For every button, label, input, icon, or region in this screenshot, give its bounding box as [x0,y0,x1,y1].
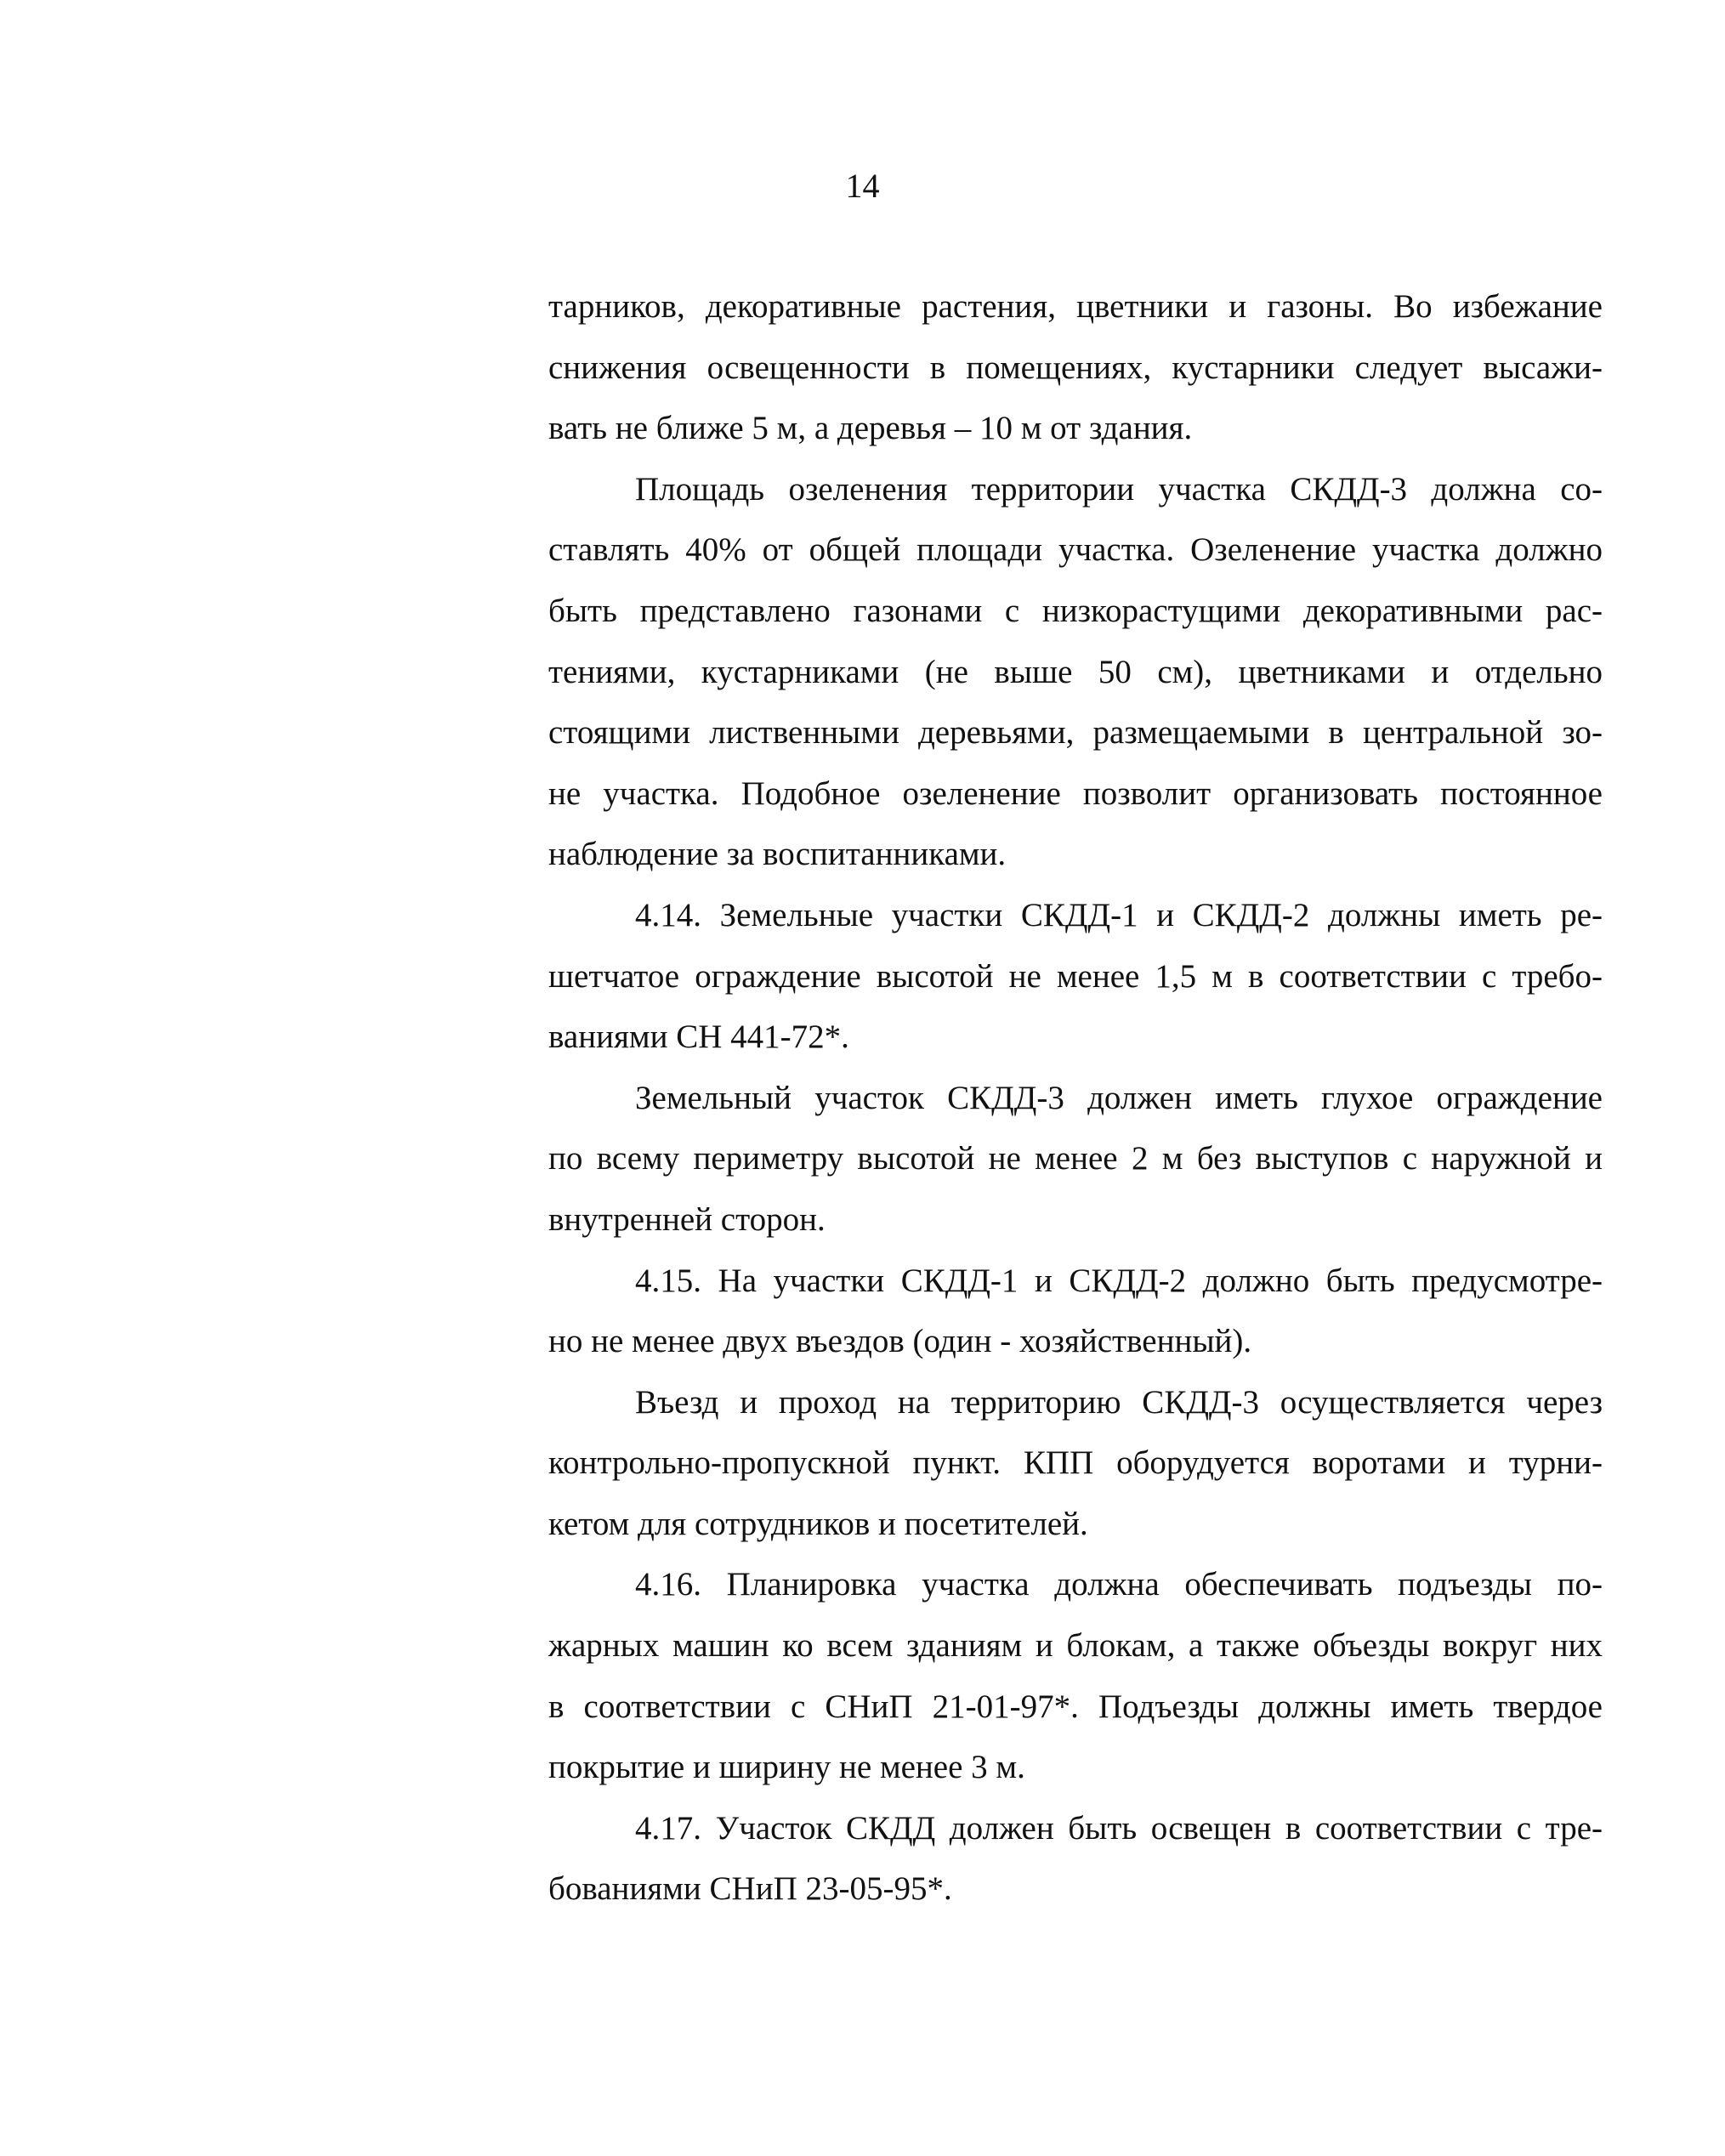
paragraph-entry-skdd-3 [548,1372,1603,1555]
text-line: 4.16. Планировка участка должна обеспечивать подъезды по- [635,1566,1603,1603]
text-line: 4.14. Земельные участки СКДД-1 и СКДД-2 должны иметь ре- [635,896,1603,933]
text-line: в соответствии с СНиП 21-01-97*. Подъезды должны иметь твердое [548,1688,1603,1725]
text-line: вать не ближе 5 м, а деревья – 10 м от здания. [548,410,1193,447]
text-line: 4.15. На участки СКДД-1 и СКДД-2 должно быть предусмотре- [635,1262,1603,1299]
paragraph-fence-skdd-3 [548,1068,1603,1251]
text-line: бованиями СНиП 23-05-95*. [548,1870,952,1908]
text-line: ставлять 40% от общей площади участка. Озеленение участка должно [548,531,1603,569]
text-line: Земельный участок СКДД-3 должен иметь глухое ограждение [635,1079,1603,1116]
text-line: 4.17. Участок СКДД должен быть освещен в соответствии с тре- [635,1809,1603,1847]
text-line: внутренней сторон. [548,1200,826,1238]
paragraph-4-16 [548,1554,1603,1797]
paragraph-4-15 [548,1251,1603,1372]
text-line: шетчатое ограждение высотой не менее 1,5 м в соответствии с требо- [548,957,1603,995]
document-body [548,276,1603,1920]
paragraph-greenery-continuation [548,276,1603,459]
text-line: наблюдение за воспитанниками. [548,836,1007,873]
text-line: снижения освещенности в помещениях, кустарники следует высажи- [548,349,1603,386]
page-number: 14 [845,167,880,205]
text-line: жарных машин ко всем зданиям и блокам, а также объезды вокруг них [548,1627,1603,1665]
text-line: ваниями СН 441-72*. [548,1018,849,1056]
text-line: тениями, кустарниками (не выше 50 см), цветниками и отдельно [548,653,1603,690]
text-line: по всему периметру высотой не менее 2 м без выступов с наружной и [548,1140,1603,1177]
text-line: тарников, декоративные растения, цветники и газоны. Во избежание [548,288,1603,325]
text-line: Площадь озеленения территории участка СКДД-3 должна со- [635,470,1603,508]
text-line: Въезд и проход на территорию СКДД-3 осуществляется через [635,1383,1603,1421]
text-line: покрытие и ширину не менее 3 м. [548,1749,1025,1786]
paragraph-greenery-area [548,459,1603,885]
text-line: но не менее двух въездов (один - хозяйственный). [548,1323,1252,1360]
text-line: стоящими лиственными деревьями, размещаемыми в центральной зо- [548,714,1603,752]
text-line: быть представлено газонами с низкорастущими декоративными рас- [548,592,1603,629]
text-line: кетом для сотрудников и посетителей. [548,1505,1088,1542]
paragraph-4-14 [548,885,1603,1068]
text-line: контрольно-пропускной пункт. КПП оборудуется воротами и турни- [548,1444,1603,1482]
text-line: не участка. Подобное озеленение позволит организовать постоянное [548,774,1603,812]
paragraph-4-17 [548,1798,1603,1920]
